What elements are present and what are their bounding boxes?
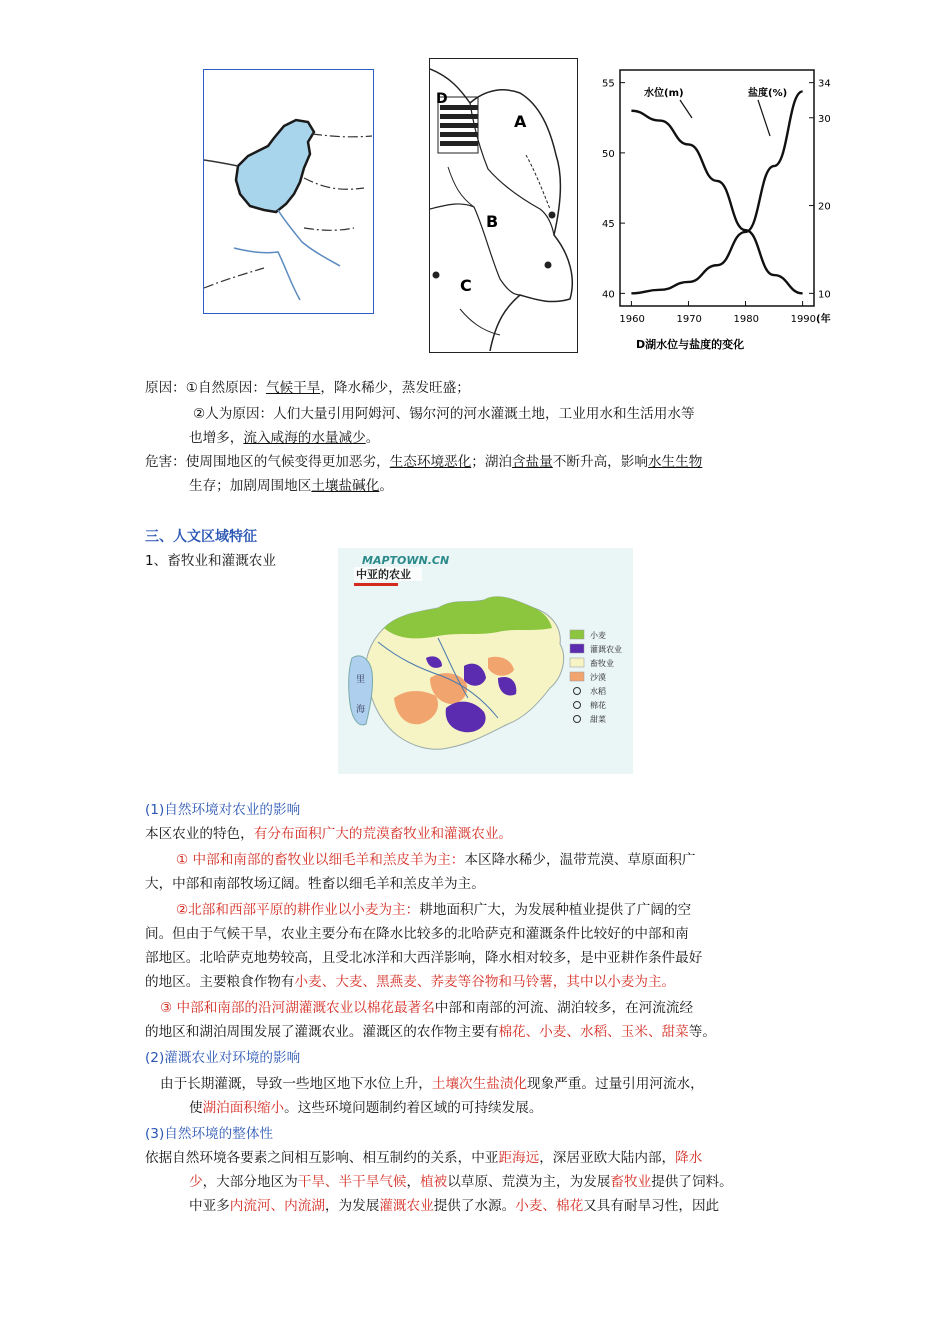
p1-line-2: ②北部和西部平原的耕作业以小麦为主：耕地面积广大，为发展种植业提供了广阔的空 (176, 902, 692, 918)
legend-label: 水稻 (590, 687, 606, 696)
aral-lake-outline-map (204, 70, 372, 312)
p1-line-2c: 部地区。北哈萨克地势较高，且受北冰洋和大西洋影响，降水相对较多，是中亚耕作条件最好 (145, 950, 703, 966)
left-tick-label: 45 (602, 219, 615, 231)
legend-swatch (570, 644, 584, 653)
region-map-figure (429, 58, 578, 353)
legend-label: 棉花 (590, 701, 606, 710)
border-line (204, 268, 264, 288)
legend-label: 沙漠 (590, 673, 606, 682)
left-axis-label: 水位(m) (644, 88, 684, 99)
map-label-a: A (514, 112, 527, 131)
x-tick-label: 1970 (676, 314, 702, 325)
legend-label: 灌溉农业 (590, 645, 622, 654)
subsection-heading: 1、畜牧业和灌溉农业 (145, 553, 276, 569)
central-asia-region-map (430, 59, 576, 351)
beet-icon (574, 716, 581, 723)
x-tick-label: 1980 (733, 314, 759, 325)
lake-map-figure (203, 69, 374, 314)
chart-svg (598, 62, 842, 360)
chart-frame (620, 70, 814, 306)
p1-line-1b: 大，中部和南部牧场辽阔。牲畜以细毛羊和羔皮羊为主。 (145, 876, 485, 892)
label-arrow-right (758, 100, 770, 136)
legend-swatch (570, 630, 584, 639)
p2-line-a: 由于长期灌溉，导致一些地区地下水位上升，土壤次生盐渍化现象严重。过量引用河流水， (160, 1076, 704, 1092)
chart-caption: D湖水位与盐度的变化 (636, 338, 745, 351)
p2-heading: (2)灌溉农业对环境的影响 (145, 1050, 301, 1066)
cotton-icon (574, 702, 581, 709)
border-line (304, 228, 354, 230)
sea-label-1: 里 (356, 675, 366, 685)
legend-label: 甜菜 (590, 715, 606, 724)
p1-line-3b: 的地区和湖泊周围发展了灌溉农业。灌溉区的农作物主要有棉花、小麦、水稻、玉米、甜菜等。 (145, 1024, 716, 1040)
map-label-d: D (436, 91, 448, 107)
right-axis-label: 盐度(%) (748, 88, 788, 99)
title-underline (354, 583, 398, 586)
label-arrow-left (680, 100, 692, 118)
map-label-b: B (486, 212, 499, 231)
rice-icon (574, 688, 581, 695)
left-tick-label: 40 (602, 289, 615, 301)
right-tick-label: 30 (818, 113, 831, 125)
p1-line-2d: 的地区。主要粮食作物有小麦、大麦、黑燕麦、荞麦等谷物和马铃薯，其中以小麦为主。 (145, 974, 676, 990)
lake-d-hatched (440, 105, 478, 146)
legend-label: 畜牧业 (590, 659, 614, 668)
p3-line-a: 依据自然环境各要素之间相互影响、相互制约的关系，中亚距海远，深居亚欧大陆内部，降水 (145, 1150, 703, 1166)
legend (570, 630, 622, 724)
right-tick-label: 34 (818, 78, 831, 90)
x-tick-label: 1990 (790, 314, 817, 325)
p2-line-b: 使湖泊面积缩小。这些环境问题制约着区域的可持续发展。 (189, 1100, 543, 1116)
river-line (278, 210, 340, 266)
agriculture-map-svg (338, 548, 633, 774)
section-heading: 三、人文区域特征 (145, 529, 257, 545)
p1-line-2b: 间。但由于气候干旱，农业主要分布在降水比较多的北哈萨克和灌溉条件比较好的中部和南 (145, 926, 689, 942)
p3-line-b: 少，大部分地区为干旱、半干旱气候，植被以草原、荒漠为主，为发展畜牧业提供了饲料。 (189, 1174, 733, 1190)
p3-line-c: 中亚多内流河、内流湖，为发展灌溉农业提供了水源。小麦、棉花又具有耐旱习性，因此 (189, 1198, 720, 1214)
left-tick-label: 50 (602, 148, 615, 160)
p1-line-1: ① 中部和南部的畜牧业以细毛羊和羔皮羊为主：本区降水稀少，温带荒漠、草原面积广 (176, 852, 696, 868)
sea-label-2: 海 (356, 705, 366, 715)
map-title: 中亚的农业 (356, 568, 411, 581)
right-tick-label: 20 (818, 201, 831, 213)
agriculture-map-figure (338, 548, 633, 774)
series-salinity-line (631, 91, 802, 293)
water-salinity-chart (598, 62, 842, 360)
map-label-c: C (460, 276, 472, 295)
left-tick-label: 55 (602, 78, 615, 90)
right-tick-label: 10 (818, 289, 831, 301)
legend-label: 小麦 (590, 631, 606, 640)
p3-heading: (3)自然环境的整体性 (145, 1126, 274, 1142)
border-line (304, 178, 364, 189)
cause-line-2: ②人为原因：人们大量引用阿姆河、锡尔河的河水灌溉土地，工业用水和生活用水等 (193, 406, 695, 422)
x-tick-label: 1960 (619, 314, 645, 325)
legend-swatch (570, 672, 584, 681)
harm-line-1: 危害：使周围地区的气候变得更加恶劣，生态环境恶化；湖泊含盐量不断升高，影响水生生物 (145, 454, 703, 470)
x-unit: (年 (816, 314, 831, 325)
cause-line-1: 原因：①自然原因：气候干旱，降水稀少，蒸发旺盛； (145, 380, 470, 396)
legend-swatch (570, 658, 584, 667)
harm-line-2: 生存；加剧周围地区土壤盐碱化。 (189, 478, 393, 494)
p1-heading: (1)自然环境对农业的影响 (145, 802, 301, 818)
cause-line-3: 也增多，流入咸海的水量减少。 (189, 430, 380, 446)
border-line (204, 160, 238, 166)
maptown-logo: MAPTOWN.CN (362, 554, 450, 567)
lake-shape (236, 120, 314, 212)
p1-line-a: 本区农业的特色，有分布面积广大的荒漠畜牧业和灌溉农业。 (145, 826, 513, 842)
border-line (312, 134, 372, 137)
p1-line-3: ③ 中部和南部的沿河湖灌溉农业以棉花最著名中部和南部的河流、湖泊较多，在河流流经 (160, 1000, 694, 1016)
